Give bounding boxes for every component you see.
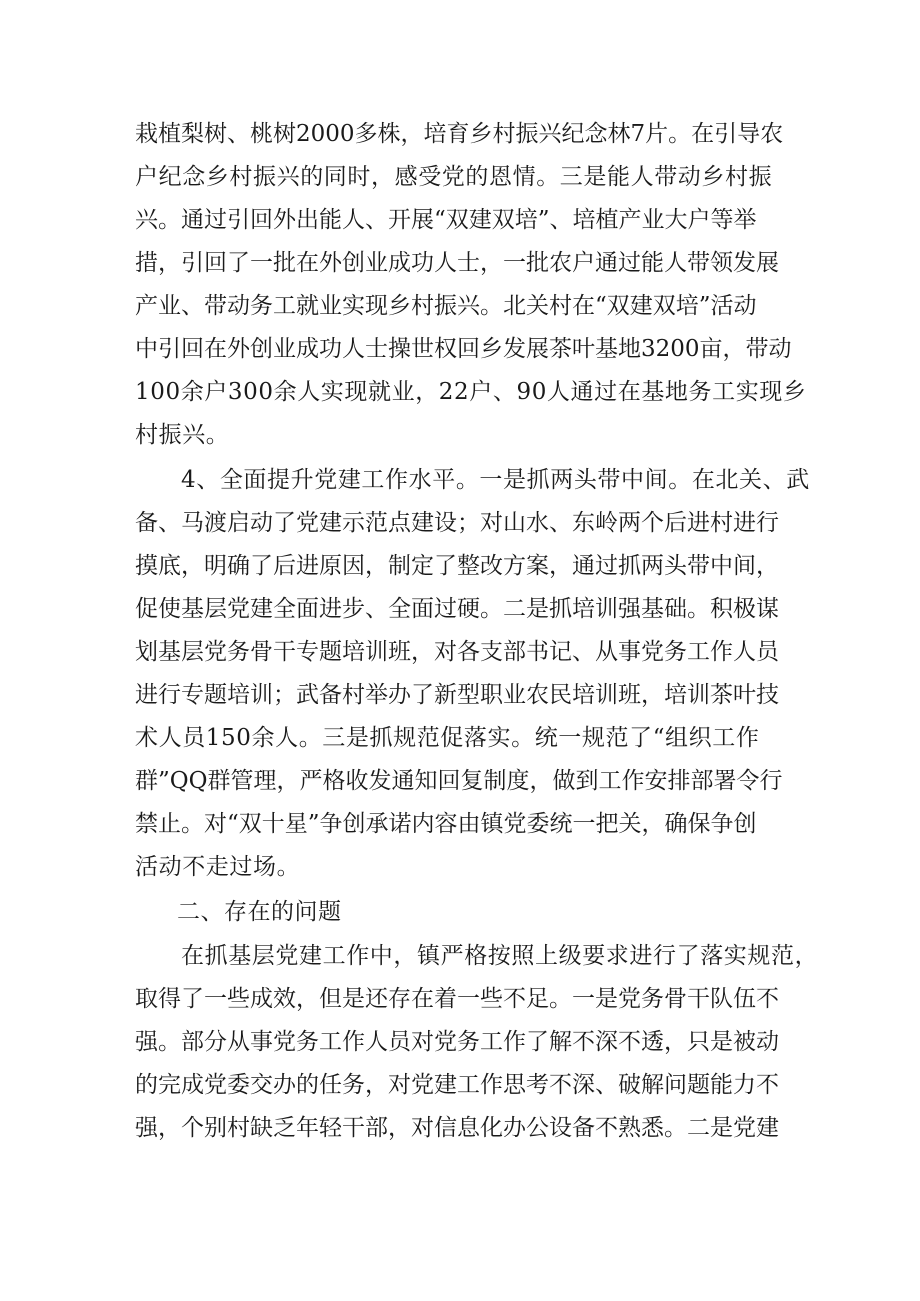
paragraph-first-line: 4、全面提升党建工作水平。一是抓两头带中间。在北关、武	[181, 467, 810, 493]
text-line	[135, 331, 795, 367]
text-line: 户纪念乡村振兴的同时，感受党的恩情。三是能人带动乡村振	[135, 164, 773, 190]
text-line-content: 强，个别村缺乏年轻干部，对信息化办公设备不熟悉。二是党建	[135, 1115, 779, 1141]
text-line	[135, 981, 795, 1017]
text-line: 村振兴。	[135, 422, 230, 448]
text-line	[135, 116, 795, 152]
text-line-content: 群”QQ群管理，严格收发通知回复制度，做到工作安排部署令行	[135, 768, 783, 794]
text-line	[135, 1024, 795, 1060]
text-line	[135, 763, 795, 799]
text-line	[135, 677, 795, 713]
text-line	[135, 548, 795, 584]
section-heading: 二、存在的问题	[177, 899, 342, 925]
text-line-content: 禁止。对“双十星”争创承诺内容由镇党委统一把关，确保争创	[135, 811, 757, 837]
text-line-content: 进行专题培训；武备村举办了新型职业农民培训班，培训茶叶技	[135, 682, 779, 708]
text-line-content: 中引回在外创业成功人士操世权回乡发展茶叶基地3200亩，带动	[135, 336, 792, 362]
text-line	[135, 245, 795, 281]
text-line-content: 划基层党务骨干专题培训班，对各支部书记、从事党务工作人员	[135, 639, 779, 665]
text-line-content: 产业、带动务工就业实现乡村振兴。北关村在“双建双培”活动	[135, 293, 757, 319]
text-line	[135, 202, 795, 238]
text-line-content: 措，引回了一批在外创业成功人士，一批农户通过能人带领发展	[135, 250, 779, 276]
text-line-content: 取得了一些成效，但是还存在着一些不足。一是党务骨干队伍不	[135, 986, 779, 1012]
text-line	[135, 505, 795, 541]
text-line	[135, 1110, 795, 1146]
text-line-content: 强。部分从事党务工作人员对党务工作了解不深不透，只是被动	[135, 1029, 779, 1055]
text-line: 术人员150余人。三是抓规范促落实。统一规范了“组织工作	[135, 725, 760, 751]
text-line	[135, 1067, 795, 1103]
text-line-content: 摸底，明确了后进原因，制定了整改方案，通过抓两头带中间，	[135, 553, 779, 579]
text-line-content: 备、马渡启动了党建示范点建设；对山水、东岭两个后进村进行	[135, 510, 779, 536]
text-line	[135, 591, 795, 627]
paragraph-first-line: 在抓基层党建工作中，镇严格按照上级要求进行了落实规范，	[181, 943, 819, 969]
text-line	[135, 806, 795, 842]
text-line-content: 促使基层党建全面进步、全面过硬。二是抓培训强基础。积极谋	[135, 596, 779, 622]
text-line: 活动不走过场。	[135, 854, 301, 880]
text-line	[135, 634, 795, 670]
text-line	[135, 288, 795, 324]
text-line-content: 的完成党委交办的任务，对党建工作思考不深、破解问题能力不	[135, 1072, 779, 1098]
text-line: 100余户300余人实现就业，22户、90人通过在基地务工实现乡	[135, 379, 807, 405]
text-line-content: 兴。通过引回外出能人、开展“双建双培”、培植产业大户等举	[135, 207, 757, 233]
text-line-content: 栽植梨树、桃树2000多株，培育乡村振兴纪念林7片。在引导农	[135, 121, 784, 147]
